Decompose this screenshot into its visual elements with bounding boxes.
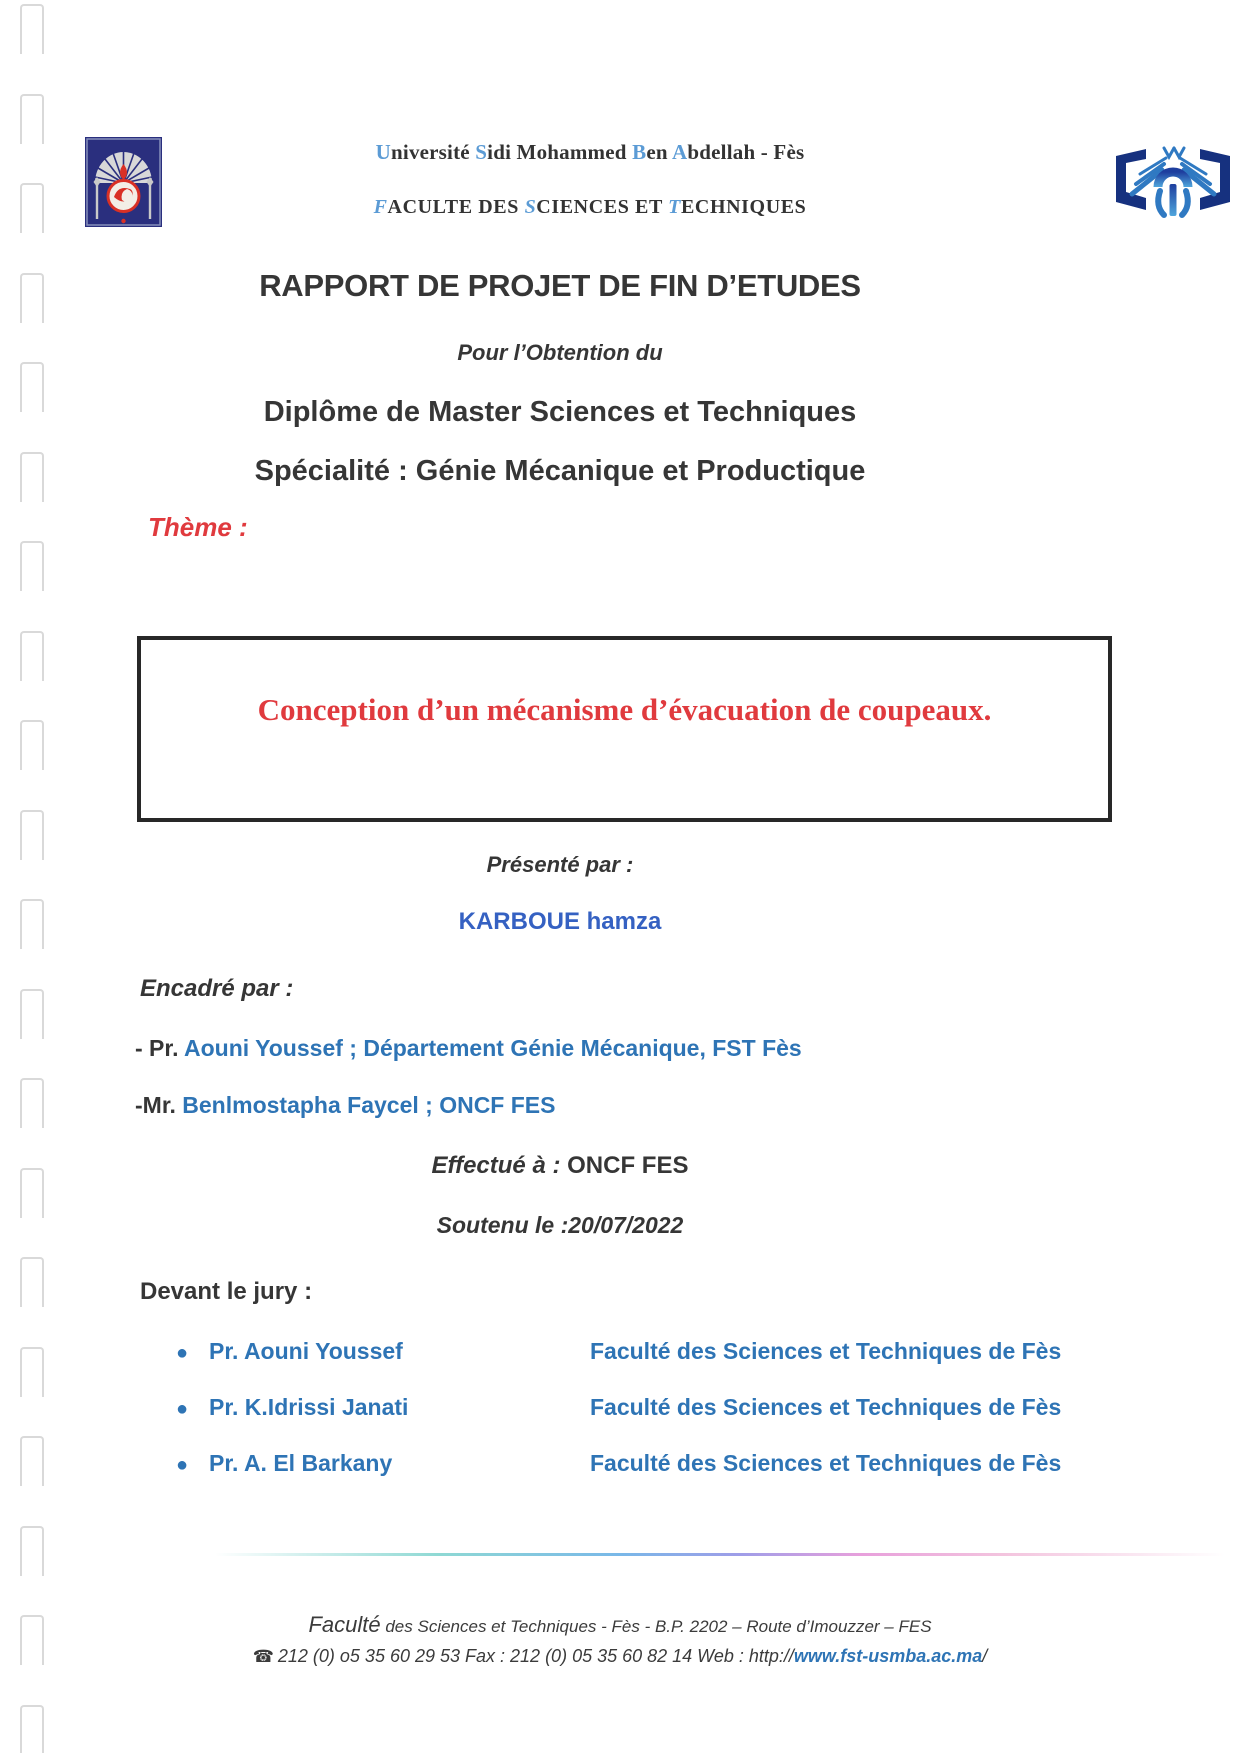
location-value: ONCF FES xyxy=(567,1152,689,1179)
jury-member-name: Pr. A. El Barkany xyxy=(209,1450,393,1476)
binding-hole-mark xyxy=(20,1078,44,1128)
jury-member-affiliation: Faculté des Sciences et Techniques de Fès xyxy=(590,1450,1062,1476)
supervisors-label: Encadré par : xyxy=(140,975,294,1002)
jury-member-affiliation: Faculté des Sciences et Techniques de Fès xyxy=(590,1338,1062,1364)
binding-hole-mark xyxy=(20,1526,44,1576)
university-name: Université Sidi Mohammed Ben Abdellah - Fès xyxy=(375,140,805,164)
theme-label: Thème : xyxy=(148,512,248,542)
footer-contact: ☎ 212 (0) o5 35 60 29 53 Fax : 212 (0) 05 35 60 82 14 Web : http://www.fst-usmba.ac.ma/ xyxy=(252,1646,988,1666)
theme-box xyxy=(137,636,1112,822)
binding-hole-mark xyxy=(20,183,44,233)
specialty-title: Spécialité : Génie Mécanique et Productique xyxy=(254,455,866,487)
jury-member-name: Pr. K.Idrissi Janati xyxy=(209,1394,409,1420)
binding-hole-mark xyxy=(20,94,44,144)
jury-member-affiliation: Faculté des Sciences et Techniques de Fès xyxy=(590,1394,1062,1420)
bullet-icon: ● xyxy=(176,1342,189,1364)
bullet-icon: ● xyxy=(176,1454,189,1476)
location-line xyxy=(0,1152,1120,1180)
binding-hole-mark xyxy=(20,4,44,54)
usmba-logo xyxy=(85,137,162,227)
supervisor-line xyxy=(135,1035,802,1062)
binding-hole-mark xyxy=(20,1347,44,1397)
fst-logo xyxy=(1112,140,1234,238)
faculty-name: FACULTE DES SCIENCES ET TECHNIQUES xyxy=(373,196,807,218)
binding-hole-mark xyxy=(20,720,44,770)
location-label: Effectué à : xyxy=(431,1152,568,1179)
binding-hole-mark xyxy=(20,1436,44,1486)
binding-hole-mark xyxy=(20,1705,44,1753)
degree-title: Diplôme de Master Sciences et Techniques xyxy=(263,396,857,428)
website-link[interactable]: www.fst-usmba.ac.ma xyxy=(793,1646,983,1666)
author-name: KARBOUE hamza xyxy=(458,908,662,935)
supervisor-line xyxy=(135,1092,555,1119)
footer-address: Faculté des Sciences et Techniques - Fès - B.P. 2202 – Route d’Imouzzer – FES xyxy=(308,1612,932,1637)
phone-icon: ☎ xyxy=(252,1647,274,1666)
binding-hole-mark xyxy=(20,631,44,681)
defense-date: Soutenu le :20/07/2022 xyxy=(436,1212,684,1238)
jury-label: Devant le jury : xyxy=(140,1278,313,1305)
bullet-icon: ● xyxy=(176,1398,189,1420)
presented-label: Présenté par : xyxy=(486,852,634,877)
footer-divider xyxy=(215,1553,1225,1556)
jury-row xyxy=(176,1394,1186,1421)
jury-row xyxy=(176,1450,1186,1477)
fst-logo-icon xyxy=(1112,140,1234,238)
binding-hole-mark xyxy=(20,989,44,1039)
jury-member-name: Pr. Aouni Youssef xyxy=(209,1338,403,1364)
supervisor-name: Aouni Youssef ; Département Génie Mécanique, FST Fès xyxy=(184,1035,802,1061)
obtention-subtitle: Pour l’Obtention du xyxy=(457,340,663,365)
theme-title: Conception d’un mécanisme d’évacuation de coupeaux. xyxy=(257,692,992,727)
supervisor-prefix: - Pr. xyxy=(135,1035,184,1061)
supervisor-prefix: -Mr. xyxy=(135,1092,183,1118)
usmba-logo-icon xyxy=(85,137,162,227)
supervisor-name: Benlmostapha Faycel ; ONCF FES xyxy=(182,1092,556,1118)
binding-hole-mark xyxy=(20,1257,44,1307)
jury-row xyxy=(176,1338,1186,1365)
report-title: RAPPORT DE PROJET DE FIN D’ETUDES xyxy=(259,268,861,303)
binding-hole-mark xyxy=(20,541,44,591)
header-text xyxy=(180,140,1000,219)
